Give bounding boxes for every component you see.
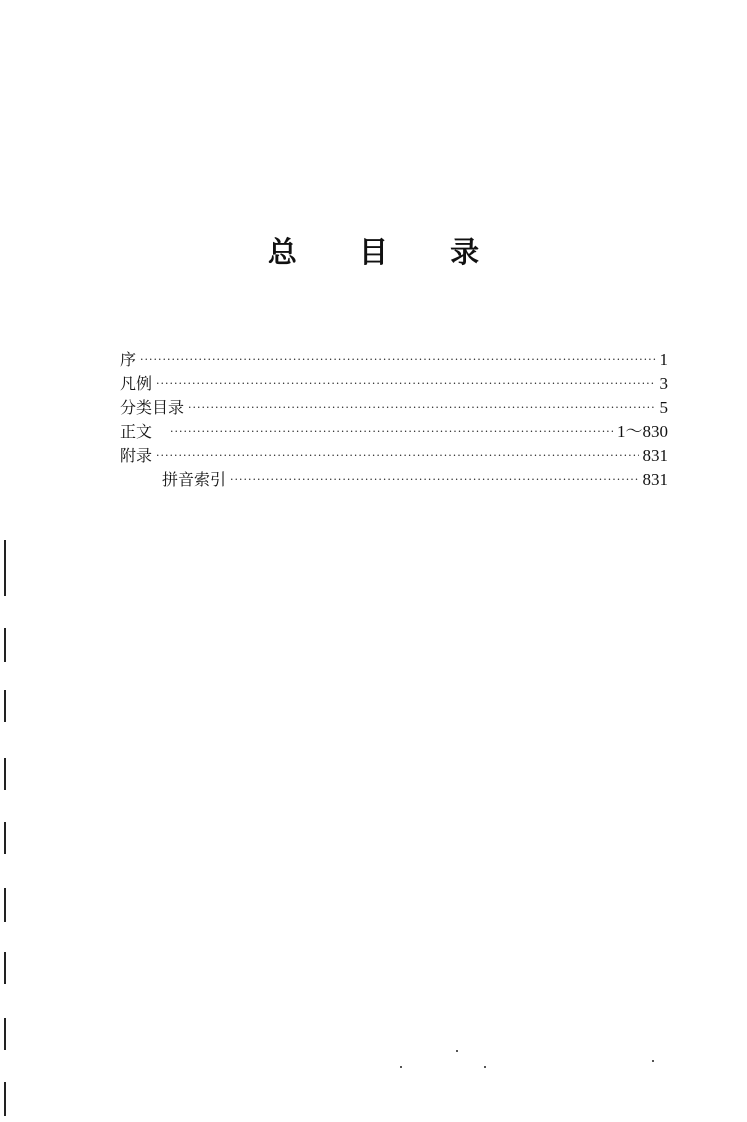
toc-entry-appendix[interactable] — [120, 444, 668, 468]
scan-margin-mark — [4, 952, 6, 984]
toc-entry-page: 1～830 — [617, 422, 668, 441]
toc-entry-pinyin-index[interactable] — [120, 468, 668, 492]
dot-leader — [156, 372, 655, 396]
scan-margin-mark — [4, 628, 6, 662]
scan-margin-mark — [4, 888, 6, 922]
table-of-contents — [120, 348, 668, 492]
dot-leader — [188, 396, 655, 420]
dot-leader — [230, 468, 638, 492]
dot-leader — [170, 420, 613, 444]
toc-entry-page: 831 — [642, 470, 668, 489]
toc-entry-page: 831 — [642, 446, 668, 465]
toc-entry-preface[interactable] — [120, 348, 668, 372]
toc-entry-page: 1 — [659, 350, 668, 369]
toc-entry-page: 5 — [659, 398, 668, 417]
toc-entry-guide[interactable] — [120, 372, 668, 396]
toc-entry-main-text[interactable] — [120, 420, 668, 444]
dot-leader — [156, 444, 638, 468]
toc-entry-page: 3 — [659, 374, 668, 393]
toc-entry-label: 附录 — [120, 446, 153, 465]
scan-speck — [484, 1066, 486, 1068]
scan-margin-mark — [4, 822, 6, 854]
toc-entry-label: 序 — [120, 350, 137, 369]
scan-margin-mark — [4, 758, 6, 790]
toc-entry-label: 凡例 — [120, 374, 153, 393]
scan-margin-mark — [4, 540, 6, 596]
scan-margin-mark — [4, 1018, 6, 1050]
scan-speck — [652, 1060, 654, 1062]
toc-entry-label: 分类目录 — [120, 398, 185, 417]
dot-leader — [140, 348, 655, 372]
toc-entry-category-index[interactable] — [120, 396, 668, 420]
page-title: 总 目 录 — [267, 235, 506, 269]
scan-margin-mark — [4, 1082, 6, 1116]
scan-speck — [456, 1050, 458, 1052]
toc-entry-label: 拼音索引 — [162, 470, 227, 489]
scan-margin-mark — [4, 690, 6, 722]
toc-entry-label: 正文 — [120, 422, 153, 441]
scan-speck — [400, 1066, 402, 1068]
